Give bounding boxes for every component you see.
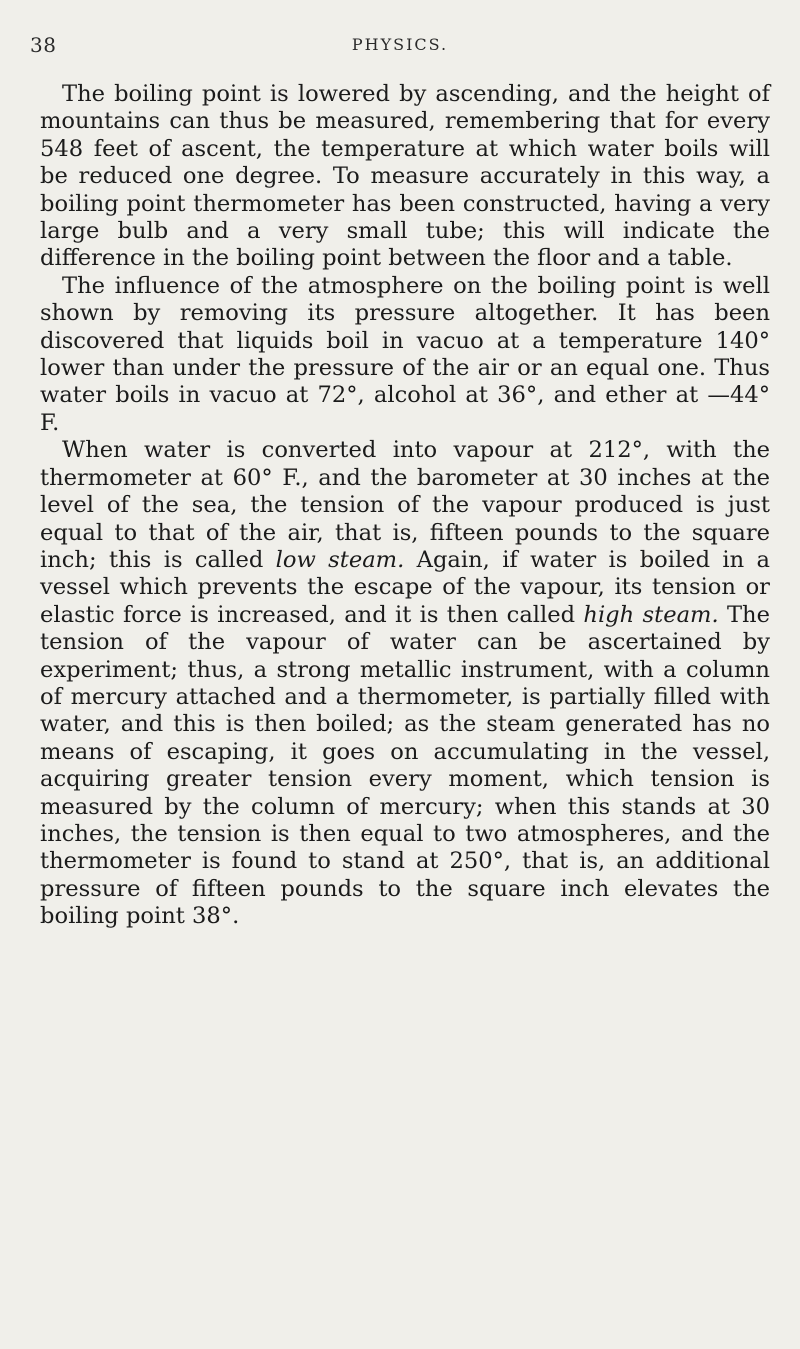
paragraph-atmosphere-influence: The influence of the atmosphere on the boiling point is well shown by removing its pressure altogether. It has been discovered that liquids boil in vacuo at a temperature 140° lower than under the pressure of the air or an equal one. Thus water boils in vacuo at 72°, alcohol at 36°, and ether at —44° F. [40,272,770,436]
steam-text-part-3: The tension of the vapour of water can be ascertained by experiment; thus, a strong metallic instrument, with a column of mercury attached and a thermometer, is partially filled with water, and this is then boiled; as the steam generated has no means of escaping, it goes on accumulating in the vessel, acquiring greater tension every moment, which tension is measured by the column of mercury; when this stands at 30 inches, the tension is then equal to two atmospheres, and the thermometer is found to stand at 250°, that is, an additional pressure of fifteen pounds to the square inch elevates the boiling point 38°. [40,601,770,930]
paragraph-boiling-point-altitude: The boiling point is lowered by ascending, and the height of mountains can thus be measured, remembering that for every 548 feet of ascent, the temperature at which water boils will be reduced one degree. To measure accurately in this way, a boiling point thermometer has been constructed, having a very large bulb and a very small tube; this will indicate the difference in the boiling point between the floor and a table. [40,81,770,272]
steam-text-part-1: When water is converted into vapour at 212°, with the thermometer at 60° F., and the barometer at 30 inches at the level of the sea, the tension of the vapour produced is just equal to that of the air, that is, fifteen pounds to the square inch; this is called [40,437,770,573]
steam-text-part-2: Again, if water is boiled in a vessel which prevents the escape of the vapour, its tension or elastic force is increased, and it is then called [40,546,770,628]
running-head: PHYSICS. [351,35,449,54]
body-text [40,81,770,931]
term-low-steam: low steam. [275,546,405,573]
paragraph-steam-tension [40,437,770,930]
page-number: 38 [30,33,57,57]
page-header [30,33,770,63]
term-high-steam: high steam. [583,601,719,628]
